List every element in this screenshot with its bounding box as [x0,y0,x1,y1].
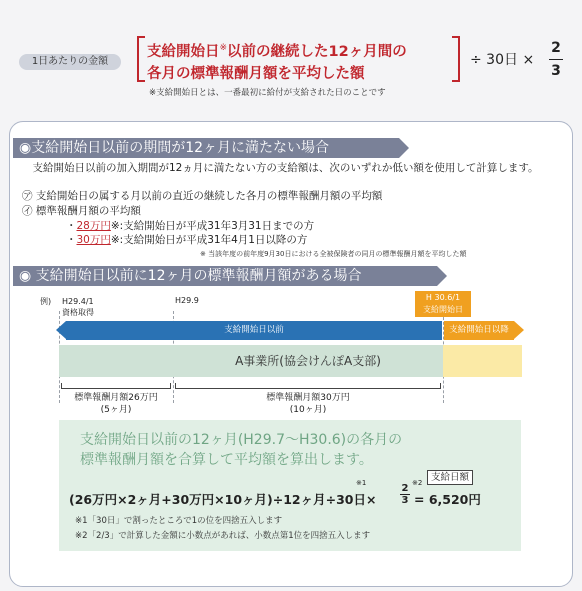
period1-months: (5ヶ月) [100,405,132,415]
before-label: 支給開始日以前 [224,325,284,335]
calc-main: (26万円×2ヶ月+30万円×10ヶ月)÷12ヶ月÷30日× [69,492,377,507]
before-arrow [66,321,442,340]
after-label: 支給開始日以降 [449,325,509,335]
date2: H29.9 [175,296,199,305]
section2-header: ◉ 支給開始日以前に12ヶ月の標準報酬月額がある場合 [13,266,437,286]
date1: H29.4/1 [62,297,94,306]
example-label: 例) [40,297,52,306]
section1-intro: 支給開始日以前の加入期間が12ヵ月に満たない方の支給額は、次のいずれか低い額を使用して計算します。 [32,162,539,174]
item-b2: ・30万円※:支給開始日が平成31年4月1日以降の方 [66,234,308,246]
period2-bracket [175,383,441,389]
item-b1: ・28万円※:支給開始日が平成31年3月31日までの方 [66,220,315,232]
calc-frac-numerator: 2 [401,483,409,494]
date1-sub: 資格取得 [62,308,94,317]
divide-text: ÷ 30日 × [470,52,535,68]
start-label: 支給開始日 [423,305,463,314]
b2-amount: 30万円 [76,234,111,246]
formula-bracket-right [452,36,460,82]
item-a-text: 支給開始日の属する月以前の直近の継続した各月の標準報酬月額の平均額 [35,190,383,202]
summary-line-2: 標準報酬月額を合算して平均額を算出します。 [80,452,373,468]
formula-line-2: 各月の標準報酬月額を平均した額 [147,66,365,82]
calc-mark-2: ※2 [412,479,423,487]
item-a-mark: ㋐ [22,190,33,202]
after-period-bar [443,345,522,377]
item-a [22,189,382,203]
footnote-1: ※1「30日」で割ったところで1の位を四捨五入します [75,516,283,526]
frac-denominator: 3 [551,63,561,79]
item-b-text: 標準報酬月額の平均額 [35,205,141,217]
summary-line-1: 支給開始日以前の12ヶ月(H29.7〜H30.6)の各月の [80,432,403,448]
arrow-right-icon [514,321,524,339]
b2-text: ※:支給開始日が平成31年4月1日以降の方 [110,234,308,246]
start-date-note: ※支給開始日とは、一番最初に給付が支給された日のことです [149,88,386,98]
calc-result: = 6,520円 [414,492,481,507]
item-b [22,204,141,218]
two-thirds-fraction [549,38,563,81]
b-footnote: ※ 当該年度の前年度9月30日における全被保険者の同月の標準報酬月額を平均した額 [200,250,467,258]
item-b-mark: ㋑ [22,205,33,217]
arrow-left-icon [56,321,66,339]
date1-block [62,296,94,318]
period2-info [173,392,443,416]
formula-part-a: 支給開始日 [147,44,220,60]
period2-amount: 標準報酬月額30万円 [266,393,350,403]
daily-amount-label: 1日あたりの金額 [19,54,121,70]
frac-numerator: 2 [551,40,561,56]
period2-months: (10ヶ月) [289,405,327,415]
frac-bar [549,59,563,60]
formula-bracket-left [137,36,145,82]
formula-part-b: 以前の継続した12ヶ月間の [227,44,407,60]
start-date: H 30.6/1 [425,293,461,302]
office-bar-period2: A事業所(協会けんぽA支部) [173,345,443,377]
section1-header: ◉支給開始日以前の期間が12ヶ月に満たない場合 [13,138,399,158]
start-date-box [415,291,471,317]
period1-bracket [61,383,171,389]
calc-fraction [400,483,410,506]
result-label-box: 支給日額 [427,470,473,485]
formula-mark: ※ [219,43,228,53]
b1-amount: 28万円 [76,220,111,232]
after-arrow [444,321,514,340]
calc-mark-1: ※1 [356,479,367,487]
period1-info [59,392,173,416]
b1-text: ※:支給開始日が平成31年3月31日までの方 [110,220,315,232]
formula-text [147,37,447,85]
office-bar-period1 [59,345,173,377]
period1-amount: 標準報酬月額26万円 [74,393,158,403]
footnote-2: ※2「2/3」で計算した金額に小数点があれば、小数点第1位を四捨五入します [75,531,371,541]
calc-frac-denominator: 3 [401,495,409,506]
